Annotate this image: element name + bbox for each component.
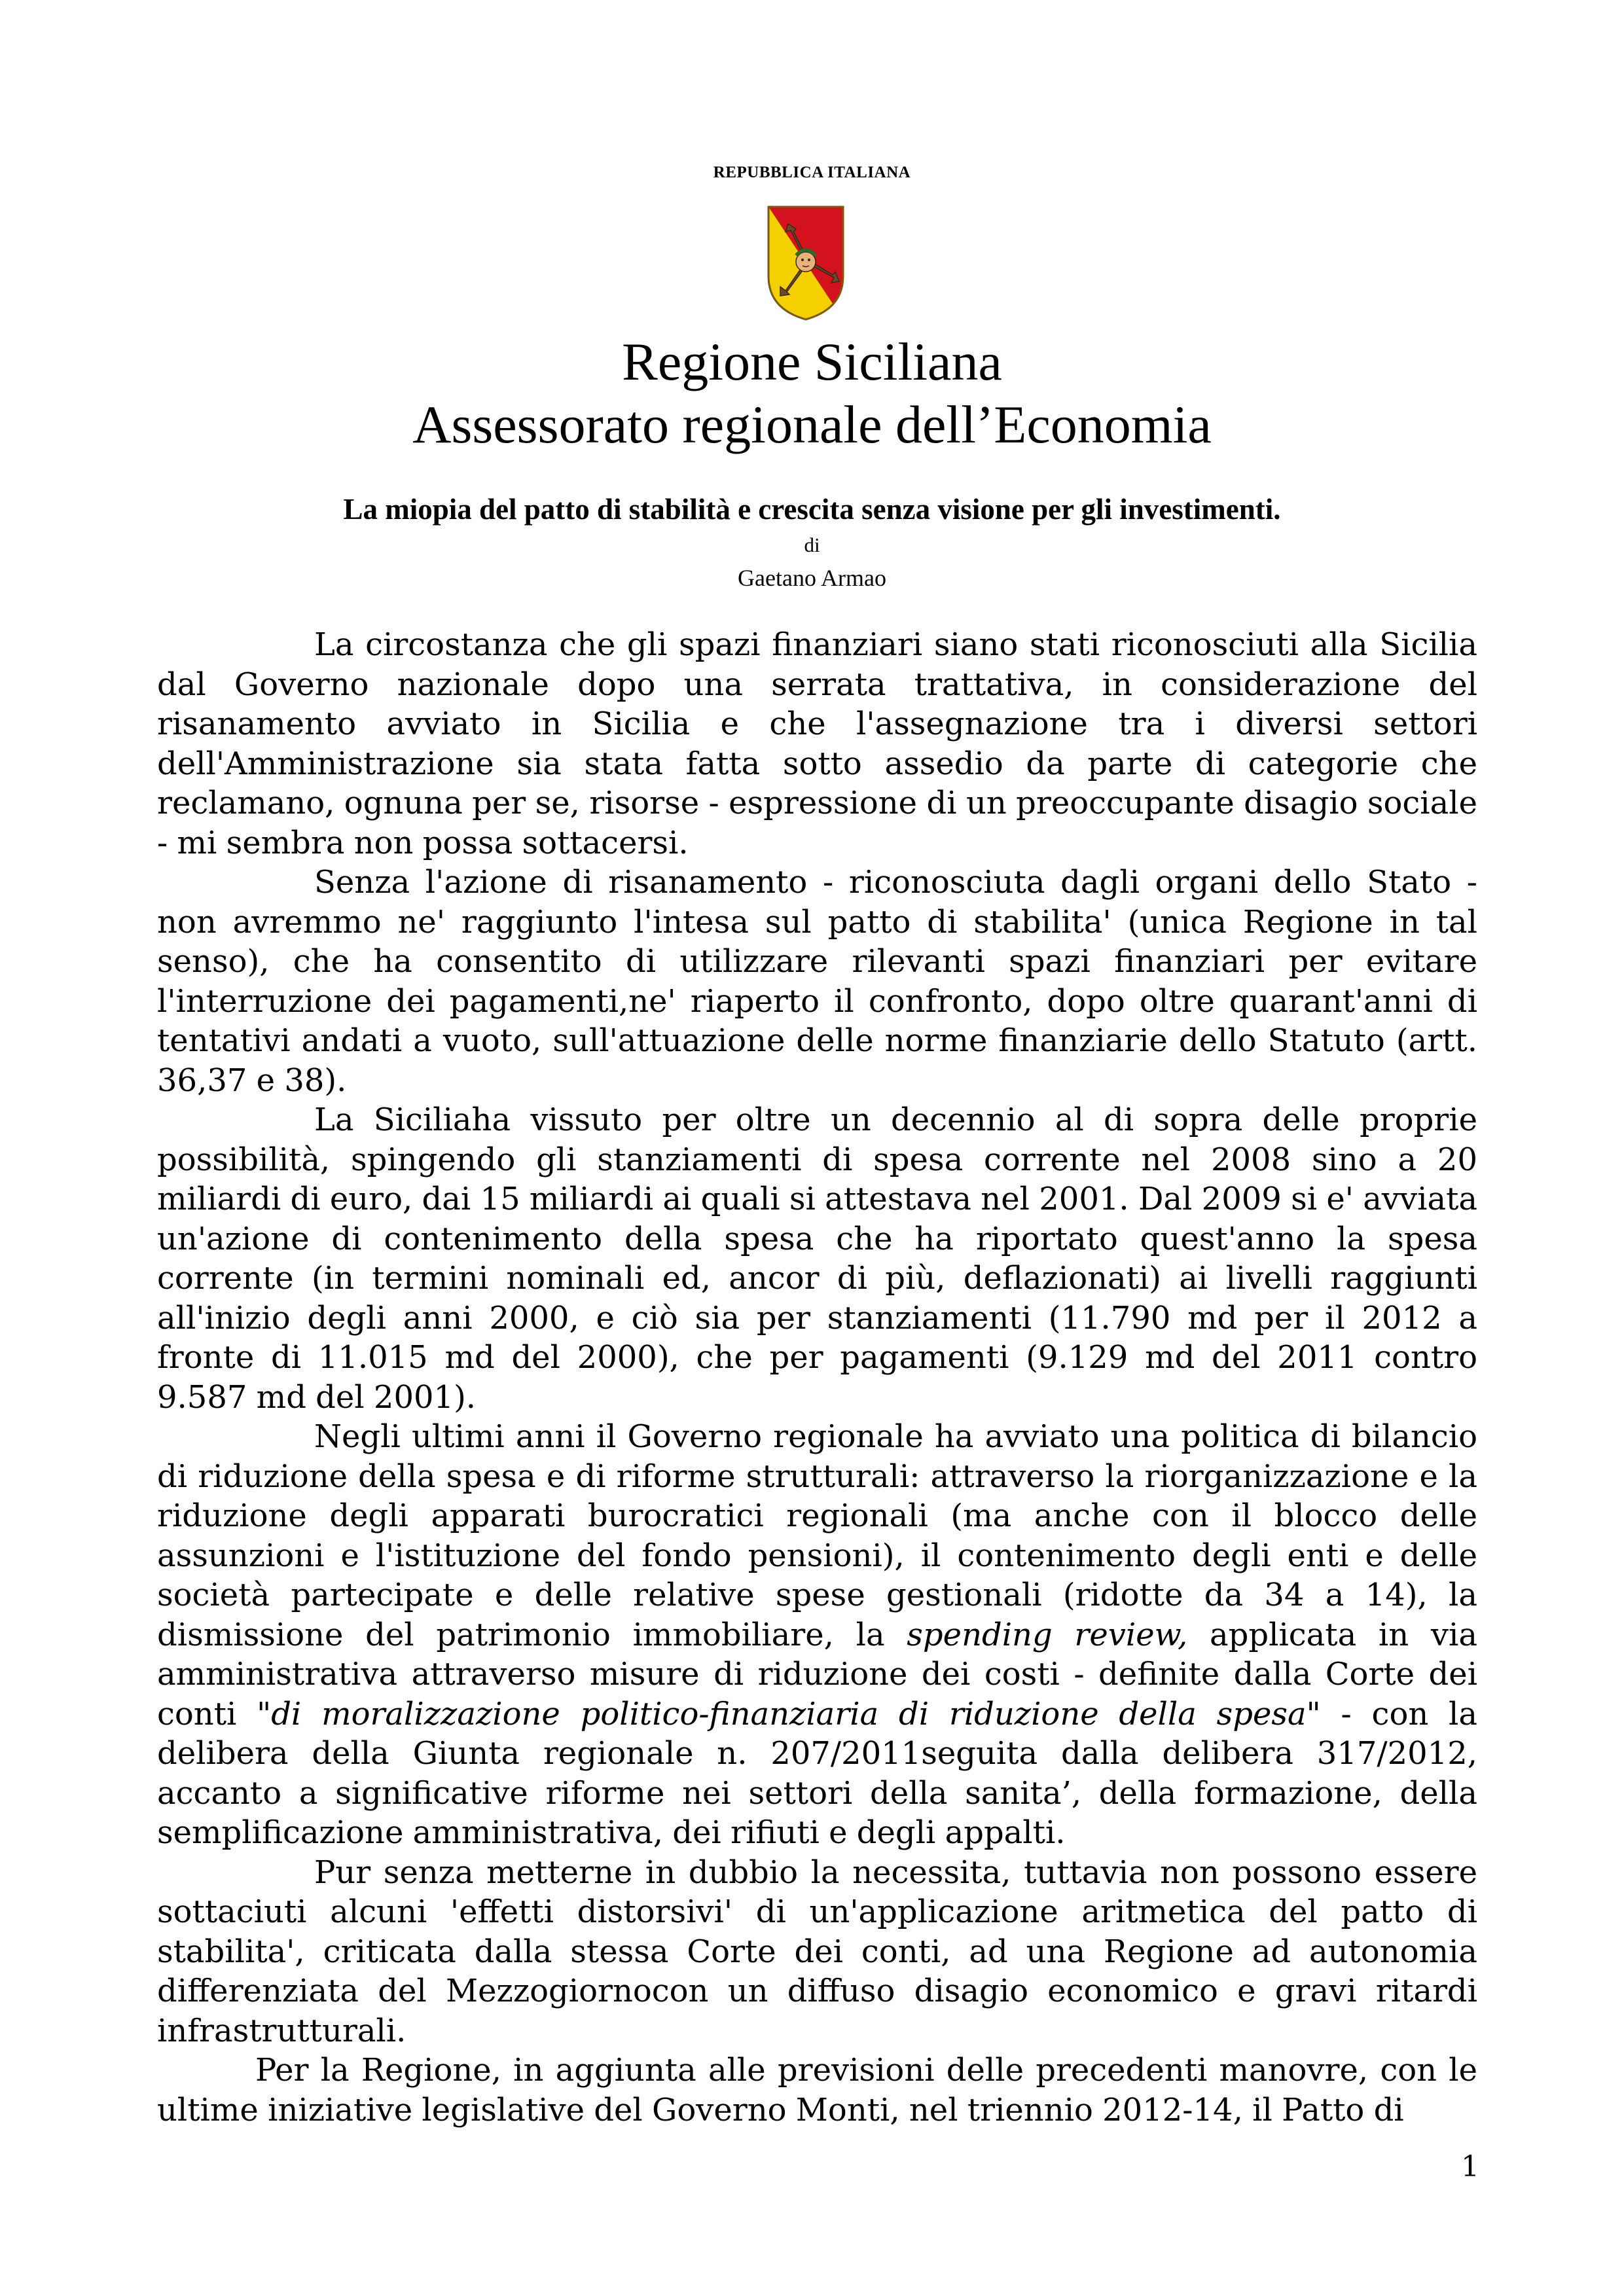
paragraph-6: Per la Regione, in aggiunta alle previsioni delle precedenti manovre, con le ultime iniziative legislative del Governo Monti, nel triennio 2012-14, il Patto di bbox=[157, 2052, 1477, 2128]
paragraph-4-italic-1: spending review, bbox=[907, 1616, 1188, 1653]
paragraph-4-part-3: - con la delibera della Giunta regionale n. 207/2011seguita dalla delibera 317/2012, accanto a significative riforme nei settori della sanita’, della formazione, della semplificazione amministrativa, dei rifiuti e degli appalti. bbox=[157, 1695, 1478, 1851]
title-line-region: Regione Siciliana bbox=[622, 332, 1002, 391]
byline-author: Gaetano Armao bbox=[738, 565, 886, 591]
article-subtitle: La miopia del patto di stabilità e crescita senza visione per gli investimenti. bbox=[343, 493, 1281, 526]
byline-di: di bbox=[804, 533, 820, 556]
paragraph-1: La circostanza che gli spazi finanziari siano stati riconosciuti alla Sicilia dal Governo nazionale dopo una serrata trattativa, in considerazione del risanamento avviato in Sicilia e che l'assegnazione tra i diversi settori dell'Amministrazione sia stata fatta sotto assedio da parte di categorie che reclamano, ognuna per se, risorse - espressione di un preoccupante disagio sociale - mi sembra non possa sottacersi. bbox=[157, 626, 1477, 861]
header-kicker: REPUBBLICA ITALIANA bbox=[713, 164, 911, 181]
article-body bbox=[157, 625, 1477, 2130]
paragraph-4-part-1: Negli ultimi anni il Governo regionale ha avviato una politica di bilancio di riduzione della spesa e di riforme strutturali: attraverso la riorganizzazione e la riduzione degli apparati burocratici regionali (ma anche con il blocco delle assunzioni e l'istituzione del fondo pensioni), il contenimento degli enti e delle società partecipate e delle relative spese gestionali (ridotte da 34 a 14), la dismissione del patrimonio immobiliare, la bbox=[157, 1418, 1477, 1653]
paragraph-4-italic-2: "di moralizzazione politico-finanziaria di riduzione della spesa" bbox=[257, 1695, 1321, 1732]
page-number: 1 bbox=[1461, 2150, 1479, 2183]
paragraph-3: La Siciliaha vissuto per oltre un decennio al di sopra delle proprie possibilità, spingendo gli stanziamenti di spesa corrente nel 2008 sino a 20 miliardi di euro, dai 15 miliardi ai quali si attestava nel 2001. Dal 2009 si e' avviata un'azione di contenimento della spesa che ha riportato quest'anno la spesa corrente (in termini nominali ed, ancor di più, deflazionati) ai livelli raggiunti all'inizio degli anni 2000, e ciò sia per stanziamenti (11.790 md per il 2012 a fronte di 11.015 md del 2000), che per pagamenti (9.129 md del 2011 contro 9.587 md del 2001). bbox=[157, 1102, 1477, 1416]
paragraph-4-part-2: applicata in via amministrativa attraverso misure di riduzione dei costi - definite dalla Corte dei conti bbox=[157, 1616, 1478, 1732]
paragraph-2: Senza l'azione di risanamento - riconosciuta dagli organi dello Stato - non avremmo ne' raggiunto l'intesa sul patto di stabilita' (unica Regione in tal senso), che ha consentito di utilizzare rilevanti spazi finanziari per evitare l'interruzione dei pagamenti,ne' riaperto il confronto, dopo oltre quarant'anni di tentativi andati a vuoto, sull'attuazione delle norme finanziarie dello Statuto (artt. 36,37 e 38). bbox=[157, 864, 1477, 1099]
page-title bbox=[0, 331, 1624, 456]
paragraph-4 bbox=[157, 1417, 1477, 1853]
paragraph-5: Pur senza metterne in dubbio la necessita, tuttavia non possono essere sottaciuti alcuni 'effetti distorsivi' di un'applicazione aritmetica del patto di stabilita', criticata dalla stessa Corte dei conti, ad una Regione ad autonomia differenziata del Mezzogiornocon un diffuso disagio economico e gravi ritardi infrastrutturali. bbox=[157, 1854, 1477, 2049]
trinacria-coat-of-arms-icon bbox=[766, 204, 846, 322]
title-line-department: Assessorato regionale dell’Economia bbox=[412, 395, 1212, 454]
